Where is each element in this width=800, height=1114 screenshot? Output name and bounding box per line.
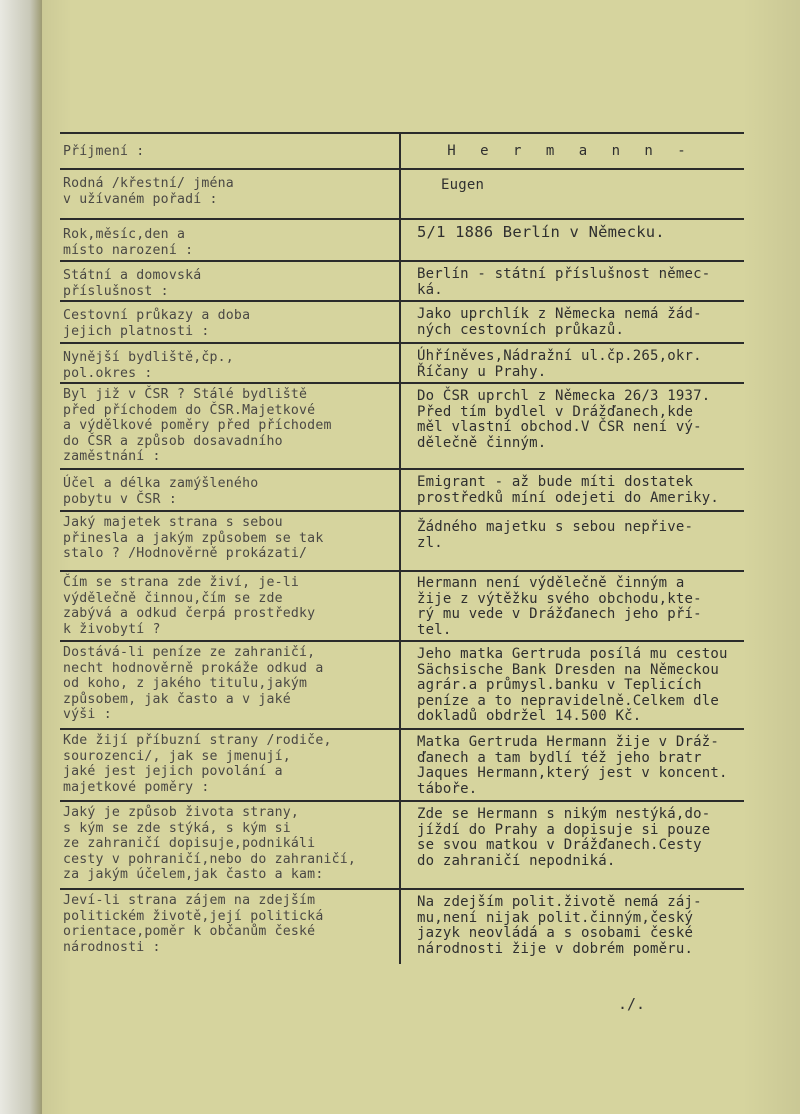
row-birth xyxy=(60,220,744,262)
value-passports: Jako uprchlík z Německa nemá žád- ných cestovních průkazů. xyxy=(417,306,702,338)
row-purpose xyxy=(60,470,744,512)
value-prior-stay: Do ČSR uprchl z Německa 26/3 1937. Před tím bydlel v Drážďanech,kde měl vlastní obchod.V ČSR není vý- dělečně činným. xyxy=(417,388,711,451)
row-livelihood xyxy=(60,572,744,642)
value-residence: Úhříněves,Nádražní ul.čp.265,okr. Říčany u Prahy. xyxy=(417,348,702,380)
label-purpose: Účel a délka zamýšleného pobytu v ČSR : xyxy=(60,470,401,510)
value-politics: Na zdejším polit.životě nemá záj- mu,není nijak polit.činným,český jazyk neovládá a s osobami české národnosti žije v dobrém poměru. xyxy=(417,894,702,957)
row-citizenship xyxy=(60,262,744,302)
value-citizenship: Berlín - státní příslušnost němec- ká. xyxy=(417,266,711,298)
row-lifestyle xyxy=(60,802,744,890)
label-residence: Nynější bydliště,čp., pol.okres : xyxy=(60,344,401,382)
scan-left-edge xyxy=(0,0,42,1114)
value-foreign-money: Jeho matka Gertruda posílá mu cestou Sächsische Bank Dresden na Německou agrár.a průmysl.banku v Teplicích peníze a to nepravidelně.Celkem dle dokladů obdržel 14.500 Kč. xyxy=(417,646,728,724)
label-birth: Rok,měsíc,den a místo narození : xyxy=(60,220,401,260)
questionnaire-table xyxy=(60,132,744,964)
value-lifestyle: Zde se Hermann s nikým nestýká,do- jíždí do Prahy a dopisuje si pouze se svou matkou v Drážďanech.Cesty do zahraničí nepodniká. xyxy=(417,806,711,869)
row-passports xyxy=(60,302,744,344)
label-citizenship: Státní a domovská příslušnost : xyxy=(60,262,401,300)
value-property: Žádného majetku s sebou nepřive- zl. xyxy=(417,519,694,551)
row-residence xyxy=(60,344,744,384)
value-purpose: Emigrant - až bude míti dostatek prostředků míní odejeti do Ameriky. xyxy=(417,474,720,506)
row-given-names xyxy=(60,170,744,220)
label-livelihood: Čím se strana zde živí, je-li výdělečně činnou,čím se zde zabývá a odkud čerpá prostředky k živobytí ? xyxy=(60,572,401,640)
row-politics xyxy=(60,890,744,964)
label-politics: Jeví-li strana zájem na zdejším politickém životě,její politická orientace,poměr k občanům české národnosti : xyxy=(60,890,401,964)
label-lifestyle: Jaký je způsob života strany, s kým se zde stýká, s kým si ze zahraničí dopisuje,podnikáli cesty v pohraničí,nebo do zahraničí, za jakým účelem,jak často a kam: xyxy=(60,802,401,888)
row-surname xyxy=(60,134,744,170)
label-surname: Příjmení : xyxy=(60,134,401,168)
label-property: Jaký majetek strana s sebou přinesla a jakým způsobem se tak stalo ? /Hodnověrně prokázati/ xyxy=(60,512,401,570)
row-foreign-money xyxy=(60,642,744,730)
label-foreign-money: Dostává-li peníze ze zahraničí, necht hodnověrně prokáže odkud a od koho, z jakého titulu,jakým způsobem, jak často a v jaké výši : xyxy=(60,642,401,728)
value-livelihood: Hermann není výdělečně činným a žije z výtěžku svého obchodu,kte- rý mu vede v Drážďanech jeho pří- tel. xyxy=(417,575,702,638)
row-relatives xyxy=(60,730,744,802)
value-birth: 5/1 1886 Berlín v Německu. xyxy=(417,223,665,241)
label-prior-stay: Byl již v ČSR ? Stálé bydliště před příchodem do ČSR.Majetkové a výdělkové poměry před příchodem do ČSR a způsob dosavadního zaměstnání : xyxy=(60,384,401,468)
continuation-mark: ./. xyxy=(618,995,646,1013)
row-property xyxy=(60,512,744,572)
value-relatives: Matka Gertruda Hermann žije v Dráž- ďanech a tam bydlí též jeho bratr Jaques Hermann,který jest v koncent. táboře. xyxy=(417,734,728,797)
label-given-names: Rodná /křestní/ jména v užívaném pořadí : xyxy=(60,170,401,218)
value-given-names: Eugen xyxy=(441,177,485,193)
label-relatives: Kde žijí příbuzní strany /rodiče, sourozenci/, jak se jmenují, jaké jest jejich povolání a majetkové poměry : xyxy=(60,730,401,800)
row-prior-stay xyxy=(60,384,744,470)
label-passports: Cestovní průkazy a doba jejich platnosti : xyxy=(60,302,401,342)
value-surname: H e r m a n n - xyxy=(447,143,694,159)
